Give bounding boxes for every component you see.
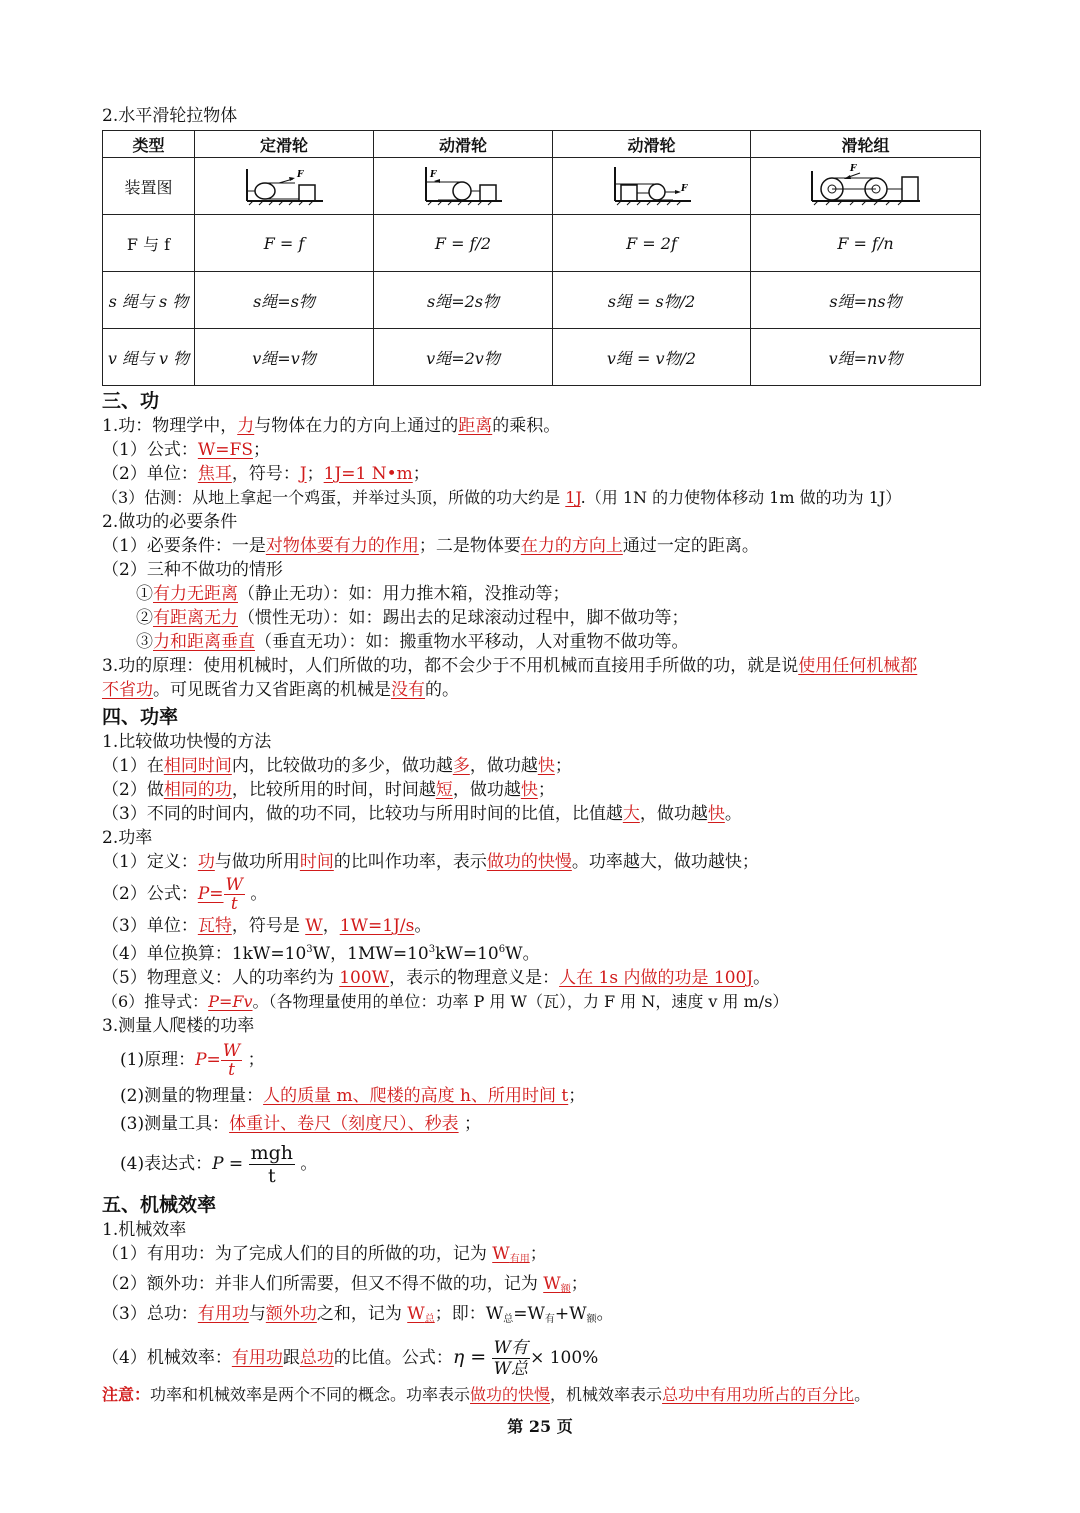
document-page — [102, 104, 982, 1407]
text-line: 3.功的原理：使用机械时，人们所做的功，都不会少于不用机械而直接用手所做的功，就是说使用任何机械都 — [102, 656, 918, 676]
text-line: （2）额外功：并非人们所需要，但又不得不做的功，记为 $W_额$； — [102, 1274, 588, 1295]
table-cell: F = 2f — [553, 215, 751, 272]
text-line: （1）有用功：为了完成人们的目的所做的功，记为 $W_{有用}$； — [102, 1244, 547, 1265]
table-cell: s绳=ns物 — [751, 272, 981, 329]
force-label: F — [430, 170, 437, 180]
text-line: (3)测量工具：体重计、卷尺（刻度尺）、秒表 ； — [120, 1114, 481, 1134]
table-header: 动滑轮 — [553, 131, 751, 158]
fraction: $\frac{W}{t}$ — [222, 1041, 241, 1080]
movable-pulley-diagram — [374, 158, 553, 215]
table-cell: v绳=nv物 — [751, 329, 981, 386]
text-line: (2)测量的物理量：人的质量 m、爬楼的高度 h、所用时间 t； — [120, 1086, 586, 1106]
table-row — [103, 158, 981, 215]
fraction: $\frac{W}{t}$ — [225, 875, 243, 914]
table-cell: v绳 = v物/2 — [553, 329, 751, 386]
row-label: F 与 f — [103, 215, 195, 272]
page-number: 第 25 页 — [507, 1417, 573, 1436]
table-cell: F = f — [195, 215, 374, 272]
table-header: 定滑轮 — [195, 131, 374, 158]
text-line: 2.功率 — [102, 828, 153, 848]
text-line: （1）在相同时间内，比较做功的多少，做功越多，做功越快； — [102, 756, 572, 776]
table-cell: s绳=2s物 — [374, 272, 553, 329]
table-header: 滑轮组 — [751, 131, 981, 158]
pulley-table — [102, 130, 981, 386]
section-heading: 2.水平滑轮拉物体 — [102, 106, 238, 126]
text-line: ②有距离无力（惯性无功）：如：踢出去的足球滚动过程中，脚不做功等； — [136, 608, 689, 628]
text-line: 1.功：物理学中，力与物体在力的方向上通过的距离的乘积。 — [102, 416, 561, 436]
formula-line: (4)表达式：P = $\frac{\text{mgh}}{t}$ 。 — [120, 1142, 318, 1187]
text-line: （5）物理意义：人的功率约为 100W，表示的物理意义是：人在 1s 内做的功是 100J。 — [102, 968, 771, 988]
text-line: （2）做相同的功，比较所用的时间，时间越短，做功越快； — [102, 780, 555, 800]
text-line: 1.机械效率 — [102, 1220, 187, 1240]
text-line: （1）定义：功与做功所用时间的比叫作功率，表示做功的快慢。功率越大，做功越快； — [102, 852, 759, 872]
text-line: 不省功。可见既省力又省距离的机械是没有的。 — [102, 680, 459, 700]
fixed-pulley-diagram — [195, 158, 374, 215]
row-label: v 绳与 v 物 — [103, 329, 195, 386]
text-line: （3）估测：从地上拿起一个鸡蛋，并举过头顶，所做的功大约是 1J.（用 1N 的力使物体移动 1m 做的功为 1J） — [102, 488, 902, 507]
text-line: 3.测量人爬楼的功率 — [102, 1016, 255, 1036]
text-line: （2）单位：焦耳，符号：J；1J=1 N•m； — [102, 464, 430, 484]
formula-line: （2）公式：P= $\frac{W}{t}$ 。 — [102, 875, 268, 914]
section-title: 四、功率 — [102, 706, 179, 728]
text-line: （3）不同的时间内，做的功不同，比较功与所用时间的比值，比值越大，做功越快。 — [102, 804, 742, 824]
section-title: 三、功 — [102, 390, 160, 412]
table-cell: s绳 = s物/2 — [553, 272, 751, 329]
table-header-row — [103, 131, 981, 158]
text-line: ①有力无距离（静止无功）：如：用力推木箱，没推动等； — [136, 584, 570, 604]
text-line: 2.做功的必要条件 — [102, 512, 238, 532]
text-line: （1）必要条件：一是对物体要有力的作用；二是物体要在力的方向上通过一定的距离。 — [102, 536, 759, 556]
row-label: 装置图 — [103, 158, 195, 215]
force-label: F — [849, 164, 856, 174]
movable-pulley-diagram — [553, 158, 751, 215]
table-cell: v绳=v物 — [195, 329, 374, 386]
text-line: （3）总功：有用功与额外功之和，记为 $W_总$；即：$W_总=W_有+W_额$。 — [102, 1304, 614, 1325]
table-header: 动滑轮 — [374, 131, 553, 158]
text-line: （3）单位：瓦特，符号是 W，1W=1J/s。 — [102, 916, 432, 936]
section-title: 五、机械效率 — [102, 1194, 217, 1216]
pulley-block-diagram — [751, 158, 981, 215]
table-cell: v绳=2v物 — [374, 329, 553, 386]
text-line: ③力和距离垂直（垂直无功）：如：搬重物水平移动，人对重物不做功等。 — [136, 632, 689, 652]
fraction: $\frac{\text{W有}}{\text{W总}}$ — [493, 1338, 529, 1379]
note-line: 注意：功率和机械效率是两个不同的概念。功率表示做功的快慢，机械效率表示总功中有用功所占的百分比。 — [102, 1385, 871, 1404]
table-row — [103, 215, 981, 272]
force-label: F — [297, 170, 304, 180]
table-row — [103, 272, 981, 329]
table-cell: F = f/n — [751, 215, 981, 272]
table-cell: F = f/2 — [374, 215, 553, 272]
formula-line: （4）机械效率：有用功跟总功的比值。公式：η = $\frac{\text{W有}}{\text{W总}}$ × 100% — [102, 1338, 599, 1379]
table-header: 类型 — [103, 131, 195, 158]
text-line: 1.比较做功快慢的方法 — [102, 732, 272, 752]
table-row — [103, 329, 981, 386]
table-cell: s绳=s物 — [195, 272, 374, 329]
formula-line: (1)原理：P= $\frac{W}{t}$ ； — [120, 1041, 265, 1080]
force-label: F — [680, 184, 687, 194]
text-line: （1）公式：W=FS； — [102, 440, 270, 460]
text-line: （4）单位换算：$1kW=10^3W$，$1MW=10^3kW=10^6W$。 — [102, 944, 540, 964]
text-line: （6）推导式：P=Fv。（各物理量使用的单位：功率 P 用 W（瓦），力 F 用 N，速度 v 用 m/s） — [102, 992, 789, 1011]
text-line: （2）三种不做功的情形 — [102, 560, 283, 580]
row-label: s 绳与 s 物 — [103, 272, 195, 329]
fraction: $\frac{\text{mgh}}{t}$ — [250, 1142, 294, 1187]
